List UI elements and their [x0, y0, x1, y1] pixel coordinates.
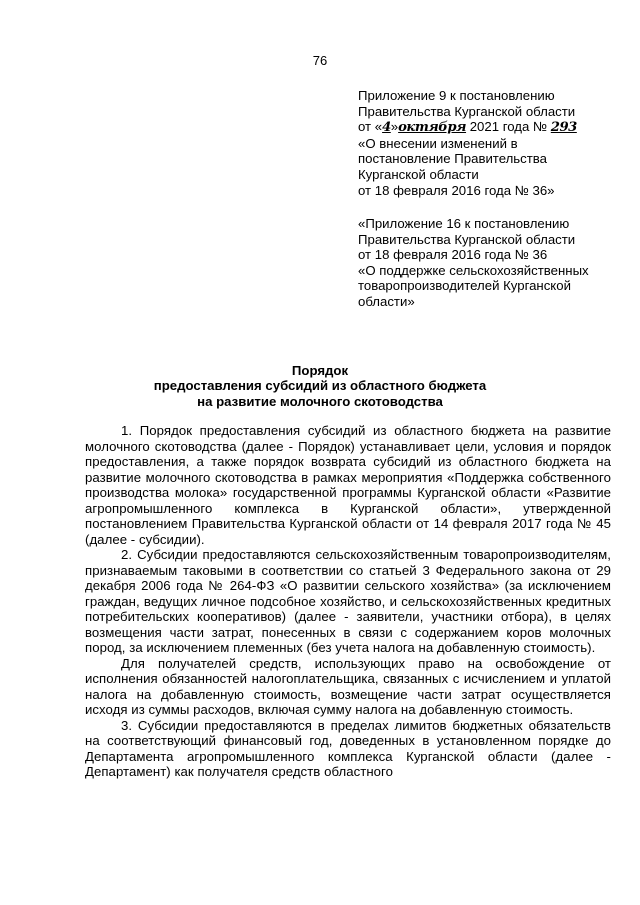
- paragraph-3: Для получателей средств, использующих право на освобождение от исполнения обязанностей налогоплательщика, связанных с исчислением и уплатой налога на добавленную стоимость, возмещение части затрат осуществляется исходя из суммы расходов, включая сумму налога на добавленную стоимость.: [85, 655, 611, 717]
- appendix-date-line: [358, 119, 620, 136]
- handwritten-day: 4: [382, 120, 391, 136]
- amended-appendix-reference: [358, 216, 620, 310]
- document-title: [0, 363, 640, 409]
- appendix-reference: [358, 88, 620, 198]
- appendix-line: области»: [358, 293, 415, 309]
- handwritten-number: 293: [550, 120, 577, 136]
- appendix-line: Курганской области: [358, 166, 479, 182]
- date-mid: »: [390, 119, 399, 135]
- title-line: на развитие молочного скотоводства: [197, 393, 443, 409]
- title-line: Порядок: [291, 363, 349, 378]
- page-number: 76: [312, 53, 328, 68]
- appendix-line: «О поддержке сельскохозяйственных: [358, 262, 589, 278]
- title-line: предоставления субсидий из областного бюджета: [153, 378, 487, 394]
- handwritten-month: октября: [398, 120, 467, 136]
- date-year: 2021 года №: [469, 119, 548, 135]
- appendix-line: постановление Правительства: [358, 151, 547, 167]
- appendix-line: «О внесении изменений в: [358, 135, 518, 151]
- paragraph-2: 2. Субсидии предоставляются сельскохозяйственным товаропроизводителям, признаваемым таковыми в соответствии со статьей 3 Федерального закона от 29 декабря 2006 года № 264-ФЗ «О развитии сельского хозяйства» (за исключением граждан, ведущих личное подсобное хозяйство, и сельскохозяйственных кредитных потребительских кооперативов) (далее - заявители, участники отбора), в целях возмещения части затрат, понесенных в связи с содержанием коров молочных пород, за исключением племенных (без учета налога на добавленную стоимость).: [85, 547, 611, 655]
- appendix-line: от 18 февраля 2016 года № 36: [358, 247, 548, 263]
- appendix-line: от 18 февраля 2016 года № 36»: [358, 182, 555, 198]
- document-body: [85, 423, 611, 780]
- paragraph-4: 3. Субсидии предоставляются в пределах лимитов бюджетных обязательств на соответствующий финансовый год, доведенных в установленном порядке до Департамента агропромышленного комплекса Курганской области (далее - Департамент) как получателя средств областного: [85, 717, 611, 779]
- appendix-line: «Приложение 16 к постановлению: [358, 216, 570, 231]
- appendix-line: Приложение 9 к постановлению: [358, 88, 555, 103]
- paragraph-1: 1. Порядок предоставления субсидий из областного бюджета на развитие молочного скотоводства (далее - Порядок) устанавливает цели, условия и порядок предоставления, а также порядок возврата субсидий из областного бюджета на развитие молочного скотоводства в рамках мероприятия «Поддержка собственного производства молока» государственной программы Курганской области «Развитие агропромышленного комплекса в Курганской области», утвержденной постановлением Правительства Курганской области от 14 февраля 2017 года № 45 (далее - субсидии).: [85, 423, 611, 547]
- appendix-line: Правительства Курганской области: [358, 231, 576, 247]
- appendix-line: Правительства Курганской области: [358, 103, 576, 119]
- appendix-line: товаропроизводителей Курганской: [358, 278, 571, 294]
- date-prefix: от «: [358, 119, 383, 135]
